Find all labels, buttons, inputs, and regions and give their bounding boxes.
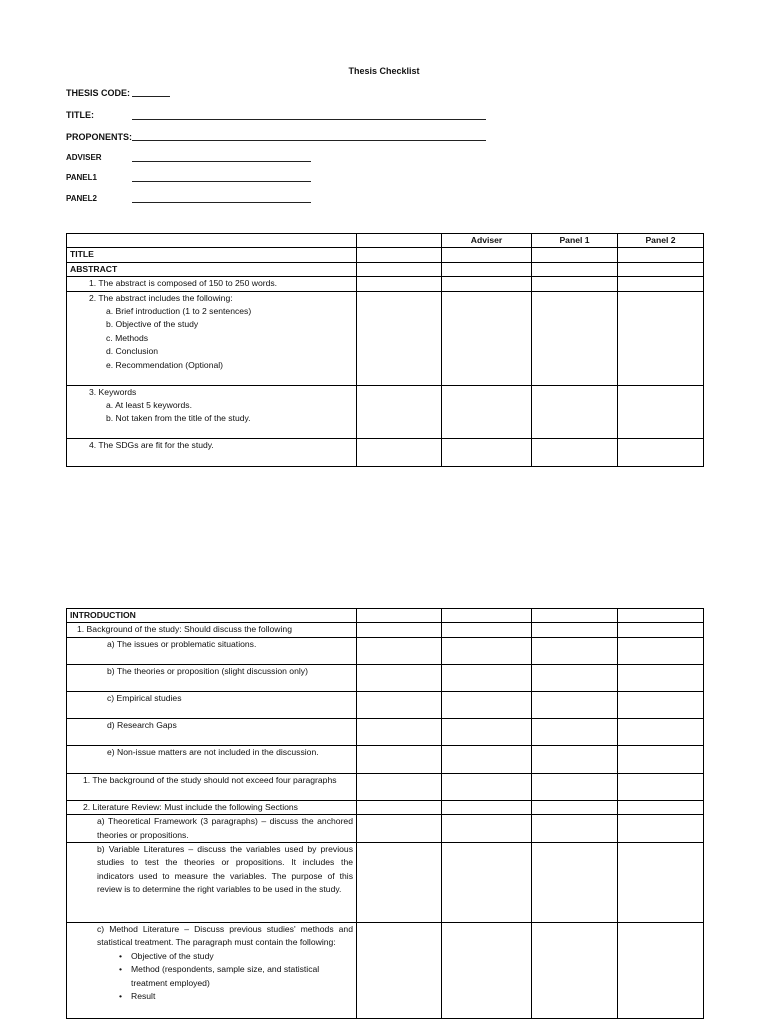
abstract-item-3b: b. Not taken from the title of the study. xyxy=(106,413,251,424)
introduction-section-label: INTRODUCTION xyxy=(67,609,357,623)
background-sub-a: a) The issues or problematic situations. xyxy=(67,637,357,664)
background-sub-b: b) The theories or proposition (slight discussion only) xyxy=(67,664,357,691)
check-cell[interactable] xyxy=(618,800,704,814)
table-row xyxy=(67,745,704,773)
table-row xyxy=(67,438,704,466)
table-row xyxy=(67,277,704,291)
check-cell[interactable] xyxy=(532,637,618,664)
abstract-item-2a: a. Brief introduction (1 to 2 sentences) xyxy=(106,306,252,317)
check-cell[interactable] xyxy=(442,773,532,800)
literature-sub-c-bullet-1: • Objective of the study xyxy=(97,950,353,963)
title-section-label: TITLE xyxy=(67,248,357,262)
check-cell[interactable] xyxy=(357,664,442,691)
check-cell[interactable] xyxy=(532,843,618,923)
check-cell[interactable] xyxy=(532,262,618,276)
abstract-item-1: 1. The abstract is composed of 150 to 250 words. xyxy=(67,277,357,291)
table-row xyxy=(67,248,704,262)
panel1-blank[interactable] xyxy=(132,181,311,182)
check-cell[interactable] xyxy=(532,609,618,623)
check-cell[interactable] xyxy=(532,691,618,718)
introduction-checklist-table xyxy=(66,608,704,1019)
check-cell[interactable] xyxy=(618,843,704,923)
literature-sub-c-bullet-2: • Method (respondents, sample size, and statistical treatment employed) xyxy=(97,963,353,990)
check-cell[interactable] xyxy=(357,438,442,466)
table-row xyxy=(67,664,704,691)
table-row xyxy=(67,718,704,745)
abstract-item-2b: b. Objective of the study xyxy=(106,319,199,330)
abstract-item-2d: d. Conclusion xyxy=(106,346,159,357)
literature-sub-c-text: c) Method Literature – Discuss previous studies' methods and statistical treatment. The paragraph must contain the following: xyxy=(97,924,353,948)
table-header-row xyxy=(67,234,704,248)
check-cell[interactable] xyxy=(532,291,618,385)
panel2-label: PANEL2 xyxy=(66,194,97,203)
abstract-item-2 xyxy=(67,291,357,385)
check-cell[interactable] xyxy=(618,718,704,745)
check-cell[interactable] xyxy=(532,718,618,745)
check-cell[interactable] xyxy=(532,438,618,466)
table-row xyxy=(67,637,704,664)
abstract-item-3-label: 3. Keywords xyxy=(89,386,137,397)
check-cell[interactable] xyxy=(442,262,532,276)
table-row xyxy=(67,773,704,800)
table-row xyxy=(67,843,704,923)
check-cell[interactable] xyxy=(357,385,442,438)
table-row xyxy=(67,609,704,623)
literature-review-item: 2. Literature Review: Must include the following Sections xyxy=(67,800,357,814)
blank-header xyxy=(357,234,442,248)
adviser-label: ADVISER xyxy=(66,153,102,162)
check-cell[interactable] xyxy=(442,718,532,745)
panel1-column-header: Panel 1 xyxy=(532,234,618,248)
check-cell[interactable] xyxy=(532,623,618,637)
check-cell[interactable] xyxy=(442,248,532,262)
check-cell[interactable] xyxy=(357,773,442,800)
check-cell[interactable] xyxy=(618,923,704,1019)
table-row xyxy=(67,923,704,1019)
panel2-column-header: Panel 2 xyxy=(618,234,704,248)
check-cell[interactable] xyxy=(618,623,704,637)
proponents-blank[interactable] xyxy=(132,140,486,141)
check-cell[interactable] xyxy=(357,843,442,923)
adviser-blank[interactable] xyxy=(132,161,311,162)
literature-sub-c xyxy=(67,923,357,1019)
check-cell[interactable] xyxy=(357,800,442,814)
literature-sub-b: b) Variable Literatures – discuss the variables used by previous studies to test the theories or propositions. It includes the indicators used to measure the variables. The purpose of this review is to determine the right variables to be used in the study. xyxy=(67,843,357,923)
background-limit-item: 1. The background of the study should not exceed four paragraphs xyxy=(67,773,357,800)
check-cell[interactable] xyxy=(618,745,704,773)
check-cell[interactable] xyxy=(442,277,532,291)
table-row xyxy=(67,691,704,718)
check-cell[interactable] xyxy=(532,385,618,438)
check-cell[interactable] xyxy=(532,800,618,814)
check-cell[interactable] xyxy=(532,815,618,843)
check-cell[interactable] xyxy=(442,385,532,438)
check-cell[interactable] xyxy=(357,262,442,276)
table-row xyxy=(67,623,704,637)
abstract-item-2e: e. Recommendation (Optional) xyxy=(106,359,224,370)
table-row xyxy=(67,262,704,276)
check-cell[interactable] xyxy=(618,664,704,691)
table-row xyxy=(67,291,704,385)
check-cell[interactable] xyxy=(532,277,618,291)
check-cell[interactable] xyxy=(357,248,442,262)
check-cell[interactable] xyxy=(357,609,442,623)
table-row xyxy=(67,385,704,438)
adviser-column-header: Adviser xyxy=(442,234,532,248)
check-cell[interactable] xyxy=(357,745,442,773)
proponents-label: PROPONENTS: xyxy=(66,132,133,142)
title-label: TITLE: xyxy=(66,110,94,120)
check-cell[interactable] xyxy=(357,815,442,843)
check-cell[interactable] xyxy=(618,262,704,276)
panel1-label: PANEL1 xyxy=(66,173,97,182)
check-cell[interactable] xyxy=(442,291,532,385)
background-sub-c: c) Empirical studies xyxy=(67,691,357,718)
check-cell[interactable] xyxy=(618,277,704,291)
document-title: Thesis Checklist xyxy=(348,66,420,76)
abstract-section-label: ABSTRACT xyxy=(67,262,357,276)
check-cell[interactable] xyxy=(357,637,442,664)
background-sub-e: e) Non-issue matters are not included in the discussion. xyxy=(67,745,357,773)
check-cell[interactable] xyxy=(442,637,532,664)
check-cell[interactable] xyxy=(442,691,532,718)
abstract-item-4: 4. The SDGs are fit for the study. xyxy=(67,438,357,466)
check-cell[interactable] xyxy=(532,923,618,1019)
table-row xyxy=(67,800,704,814)
background-sub-d: d) Research Gaps xyxy=(67,718,357,745)
check-cell[interactable] xyxy=(618,438,704,466)
check-cell[interactable] xyxy=(357,277,442,291)
check-cell[interactable] xyxy=(442,815,532,843)
abstract-item-3 xyxy=(67,385,357,438)
check-cell[interactable] xyxy=(618,609,704,623)
title-blank[interactable] xyxy=(132,119,486,120)
check-cell[interactable] xyxy=(357,923,442,1019)
abstract-checklist-table xyxy=(66,233,704,467)
check-cell[interactable] xyxy=(618,291,704,385)
check-cell[interactable] xyxy=(618,815,704,843)
table-row xyxy=(67,815,704,843)
check-cell[interactable] xyxy=(442,623,532,637)
check-cell[interactable] xyxy=(618,248,704,262)
check-cell[interactable] xyxy=(442,745,532,773)
check-cell[interactable] xyxy=(357,623,442,637)
check-cell[interactable] xyxy=(618,691,704,718)
check-cell[interactable] xyxy=(442,438,532,466)
background-item: 1. Background of the study: Should discuss the following xyxy=(67,623,357,637)
thesis-code-label: THESIS CODE: xyxy=(66,88,131,98)
check-cell[interactable] xyxy=(442,923,532,1019)
check-cell[interactable] xyxy=(357,718,442,745)
check-cell[interactable] xyxy=(442,609,532,623)
check-cell[interactable] xyxy=(357,291,442,385)
check-cell[interactable] xyxy=(618,773,704,800)
abstract-item-2-label: 2. The abstract includes the following: xyxy=(89,292,233,303)
thesis-code-blank[interactable] xyxy=(132,96,170,97)
check-cell[interactable] xyxy=(532,248,618,262)
check-cell[interactable] xyxy=(442,843,532,923)
check-cell[interactable] xyxy=(532,664,618,691)
check-cell[interactable] xyxy=(618,637,704,664)
criteria-header xyxy=(67,234,357,248)
check-cell[interactable] xyxy=(532,773,618,800)
abstract-item-3a: a. At least 5 keywords. xyxy=(106,400,192,411)
abstract-item-2c: c. Methods xyxy=(106,332,149,343)
literature-sub-c-bullet-3: • Result xyxy=(97,990,353,1003)
literature-sub-a: a) Theoretical Framework (3 paragraphs) – discuss the anchored theories or propositions. xyxy=(67,815,357,843)
check-cell[interactable] xyxy=(618,385,704,438)
check-cell[interactable] xyxy=(532,745,618,773)
check-cell[interactable] xyxy=(357,691,442,718)
check-cell[interactable] xyxy=(442,664,532,691)
panel2-blank[interactable] xyxy=(132,202,311,203)
check-cell[interactable] xyxy=(442,800,532,814)
